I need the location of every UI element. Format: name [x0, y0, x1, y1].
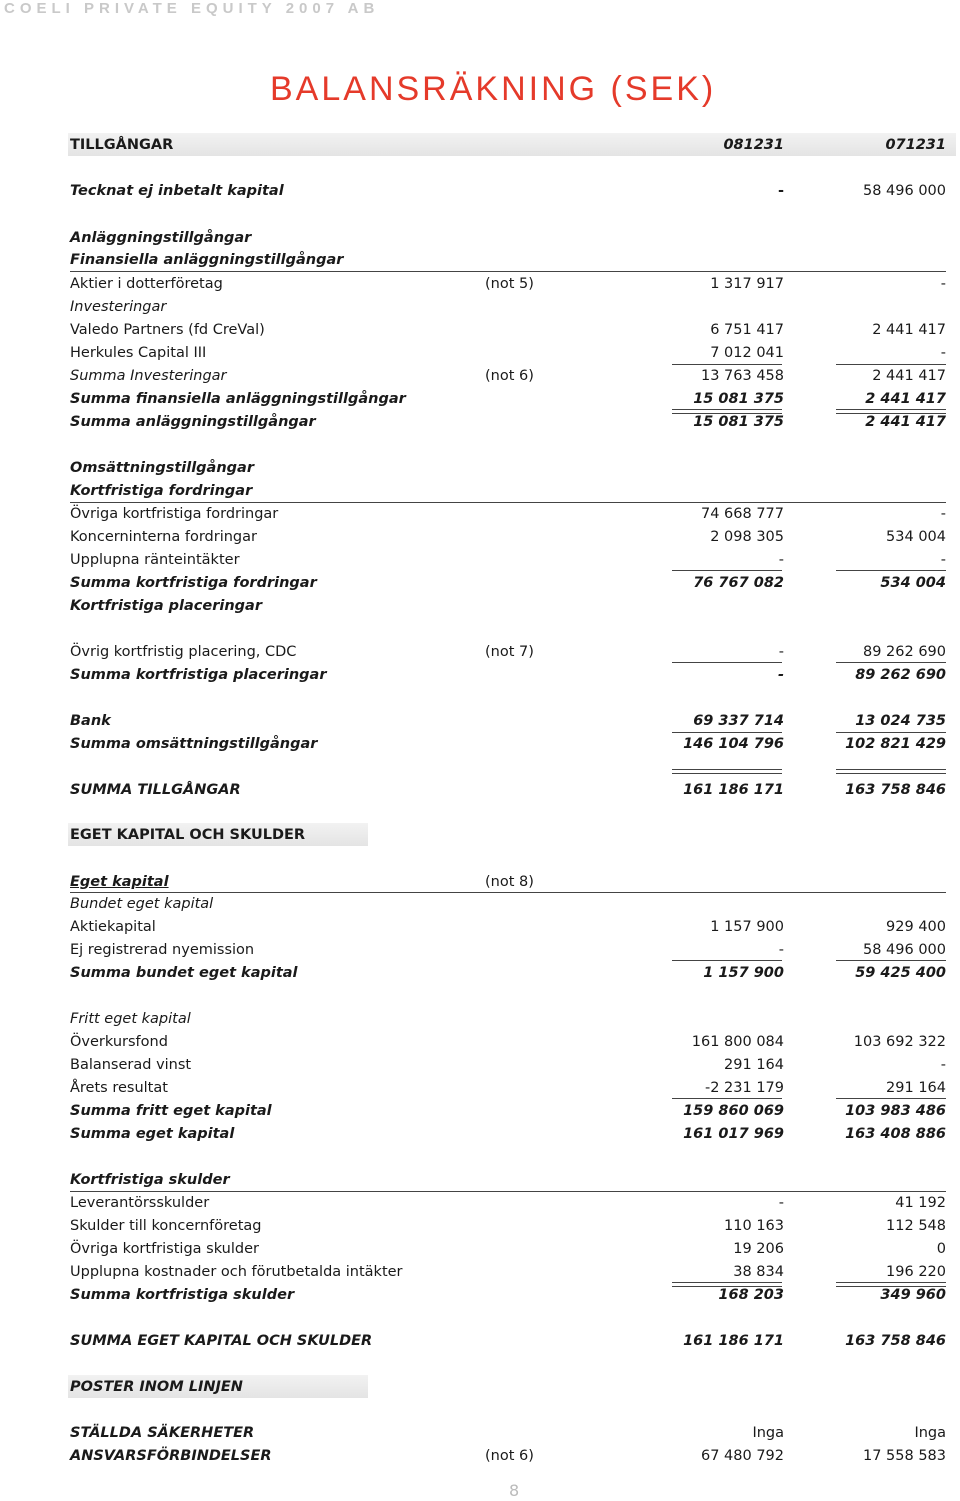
table-row: Summa kortfristiga placeringar - 89 262 690: [70, 667, 946, 683]
table-row: Övrig kortfristig placering, CDC (not 7) - 89 262 690: [70, 644, 946, 660]
page-title: BALANSRÄKNING (SEK): [270, 70, 717, 108]
table-row: Summa omsättningstillgångar 146 104 796 102 821 429: [70, 736, 946, 752]
section-heading: Investeringar: [70, 299, 167, 315]
table-row: Överkursfond 161 800 084 103 692 322: [70, 1034, 946, 1050]
table-row: Leverantörsskulder - 41 192: [70, 1195, 946, 1211]
table-row: Bank 69 337 714 13 024 735: [70, 713, 946, 729]
table-row: STÄLLDA SÄKERHETER Inga Inga: [70, 1425, 946, 1441]
table-row: Summa eget kapital 161 017 969 163 408 886: [70, 1126, 946, 1142]
table-row: Tecknat ej inbetalt kapital - 58 496 000: [70, 183, 946, 199]
section-heading: Kortfristiga skulder: [70, 1172, 230, 1188]
rule: [836, 960, 946, 961]
table-row: Aktiekapital 1 157 900 929 400: [70, 919, 946, 935]
table-row: Årets resultat -2 231 179 291 164: [70, 1080, 946, 1096]
table-row: Summa kortfristiga fordringar 76 767 082 534 004: [70, 575, 946, 591]
table-row: Summa fritt eget kapital 159 860 069 103 983 486: [70, 1103, 946, 1119]
table-row: SUMMA EGET KAPITAL OCH SKULDER 161 186 171 163 758 846: [70, 1333, 946, 1349]
table-row: SUMMA TILLGÅNGAR 161 186 171 163 758 846: [70, 782, 946, 798]
table-row: ANSVARSFÖRBINDELSER (not 6) 67 480 792 17 558 583: [70, 1448, 946, 1464]
section-heading: Kortfristiga placeringar: [70, 598, 262, 614]
rule: [836, 769, 946, 774]
section-heading: Bundet eget kapital: [70, 896, 214, 912]
rule: [836, 1098, 946, 1099]
table-row: Summa Investeringar (not 6) 13 763 458 2 441 417: [70, 368, 946, 384]
rule: [672, 662, 782, 663]
table-row: Upplupna ränteintäkter - -: [70, 552, 946, 568]
table-row: Valedo Partners (fd CreVal) 6 751 417 2 441 417: [70, 322, 946, 338]
table-row: Balanserad vinst 291 164 -: [70, 1057, 946, 1073]
section-heading-equity: EGET KAPITAL OCH SKULDER: [70, 827, 306, 843]
section-heading: Fritt eget kapital: [70, 1011, 191, 1027]
section-heading: Finansiella anläggningstillgångar: [70, 252, 344, 268]
table-row: Upplupna kostnader och förutbetalda intäkter 38 834 196 220: [70, 1264, 946, 1280]
section-heading: Kortfristiga fordringar: [70, 483, 253, 499]
section-heading: Anläggningstillgångar: [70, 230, 252, 246]
column-header-071231: 071231: [885, 137, 946, 153]
rule: [70, 271, 946, 272]
table-row: Koncerninterna fordringar 2 098 305 534 004: [70, 529, 946, 545]
section-heading: Omsättningstillgångar: [70, 460, 254, 476]
table-row: Övriga kortfristiga fordringar 74 668 777 -: [70, 506, 946, 522]
table-row: Aktier i dotterföretag (not 5) 1 317 917 -: [70, 276, 946, 292]
page-number: 8: [509, 1481, 520, 1500]
rule: [672, 769, 782, 774]
column-header-081231: 081231: [723, 137, 784, 153]
section-heading-assets: TILLGÅNGAR: [70, 137, 174, 153]
table-header-row: [70, 134, 946, 156]
rule: [836, 570, 946, 571]
rule: [672, 960, 782, 961]
table-row: Summa finansiella anläggningstillgångar 15 081 375 2 441 417: [70, 391, 946, 407]
table-row: Eget kapital (not 8): [70, 874, 534, 890]
rule: [672, 1098, 782, 1099]
table-row: Summa kortfristiga skulder 168 203 349 960: [70, 1287, 946, 1303]
table-row: Skulder till koncernföretag 110 163 112 548: [70, 1218, 946, 1234]
table-row: Summa bundet eget kapital 1 157 900 59 425 400: [70, 965, 946, 981]
table-row: Summa anläggningstillgångar 15 081 375 2 441 417: [70, 414, 946, 430]
rule: [672, 570, 782, 571]
document-header: COELI PRIVATE EQUITY 2007 AB: [4, 0, 380, 17]
section-heading-off-balance: POSTER INOM LINJEN: [70, 1379, 243, 1395]
table-row: Herkules Capital III 7 012 041 -: [70, 345, 946, 361]
table-row: Övriga kortfristiga skulder 19 206 0: [70, 1241, 946, 1257]
table-row: Ej registrerad nyemission - 58 496 000: [70, 942, 946, 958]
rule: [836, 662, 946, 663]
